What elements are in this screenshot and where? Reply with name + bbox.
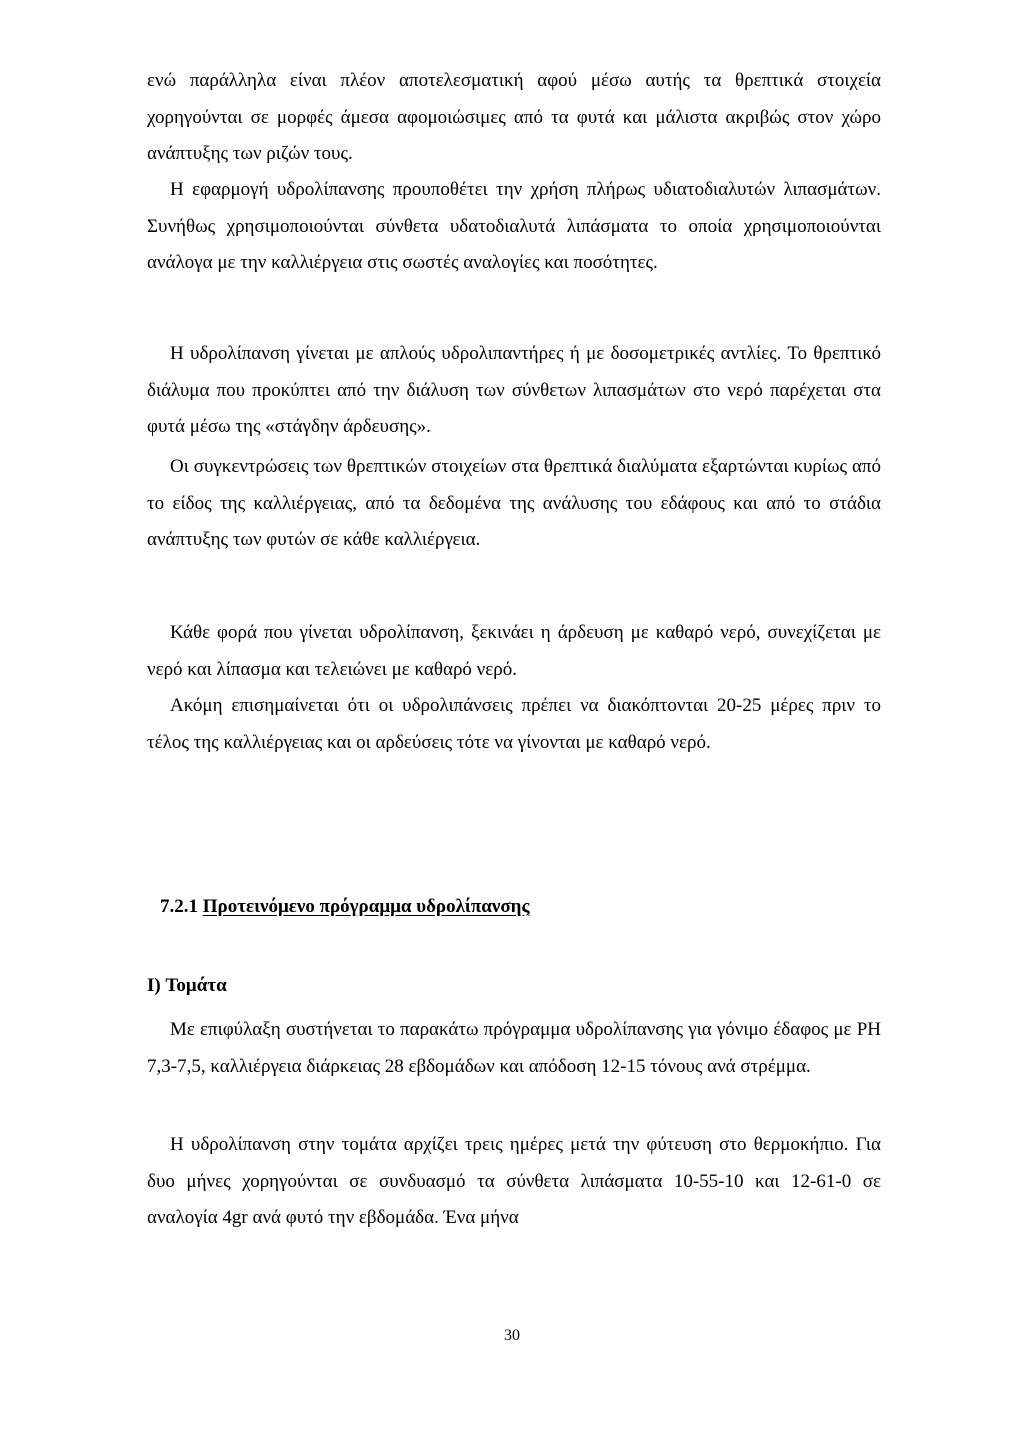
paragraph-1: ενώ παράλληλα είναι πλέον αποτελεσματική αφού μέσω αυτής τα θρεπτικά στοιχεία χορηγούνται σε μορφές άμεσα αφομοιώσιμες από τα φυτά και μάλιστα ακριβώς στον χώρο ανάπτυξης των ριζών τους. — [147, 70, 881, 164]
subheading-title: Τομάτα — [165, 975, 227, 996]
paragraph-4: Οι συγκεντρώσεις των θρεπτικών στοιχείων στα θρεπτικά διαλύματα εξαρτώνται κυρίως από το είδος της καλλιέργειας, από τα δεδομένα της ανάλυσης του εδάφους και από το στάδια ανάπτυξης των φυτών σε κάθε καλλιέργεια. — [147, 456, 881, 550]
section-heading — [160, 892, 529, 922]
subheading — [147, 971, 227, 1001]
subheading-prefix: I) — [147, 975, 161, 996]
section-number: 7.2.1 — [160, 896, 198, 917]
paragraph-5: Κάθε φορά που γίνεται υδρολίπανση, ξεκινάει η άρδευση με καθαρό νερό, συνεχίζεται με νερό και λίπασμα και τελειώνει με καθαρό νερό. — [147, 622, 881, 680]
paragraph-2: Η εφαρμογή υδρολίπανσης προυποθέτει την χρήση πλήρως υδιατοδιαλυτών λιπασμάτων. Συνήθως χρησιμοποιούνται σύνθετα υδατοδιαλυτά λιπάσματα το οποία χρησιμοποιούνται ανάλογα με την καλλιέργεια στις σωστές αναλογίες και ποσότητες. — [147, 179, 881, 273]
paragraph-6: Ακόμη επισημαίνεται ότι οι υδρολιπάνσεις πρέπει να διακόπτονται 20-25 μέρες πριν το τέλος της καλλιέργειας και οι αρδεύσεις τότε να γίνονται με καθαρό νερό. — [147, 695, 881, 753]
paragraph-8: Η υδρολίπανση στην τομάτα αρχίζει τρεις ημέρες μετά την φύτευση στο θερμοκήπιο. Για δυο μήνες χορηγούνται σε συνδυασμό τα σύνθετα λιπάσματα 10-55-10 και 12-61-0 σε αναλογία 4gr ανά φυτό την εβδομάδα. Ένα μήνα — [147, 1134, 881, 1228]
page-number: 30 — [504, 1327, 520, 1344]
paragraph-3: Η υδρολίπανση γίνεται με απλούς υδρολιπαντήρες ή με δοσομετρικές αντλίες. Το θρεπτικό διάλυμα που προκύπτει από την διάλυση των σύνθετων λιπασμάτων στο νερό παρέχεται στα φυτά μέσω της «στάγδην άρδευσης». — [147, 343, 881, 437]
paragraph-7: Με επιφύλαξη συστήνεται το παρακάτω πρόγραμμα υδρολίπανσης για γόνιμο έδαφος με PH 7,3-7,5, καλλιέργεια διάρκειας 28 εβδομάδων και απόδοση 12-15 τόνους ανά στρέμμα. — [147, 1019, 881, 1077]
section-title: Προτεινόμενο πρόγραμμα υδρολίπανσης — [202, 896, 530, 917]
